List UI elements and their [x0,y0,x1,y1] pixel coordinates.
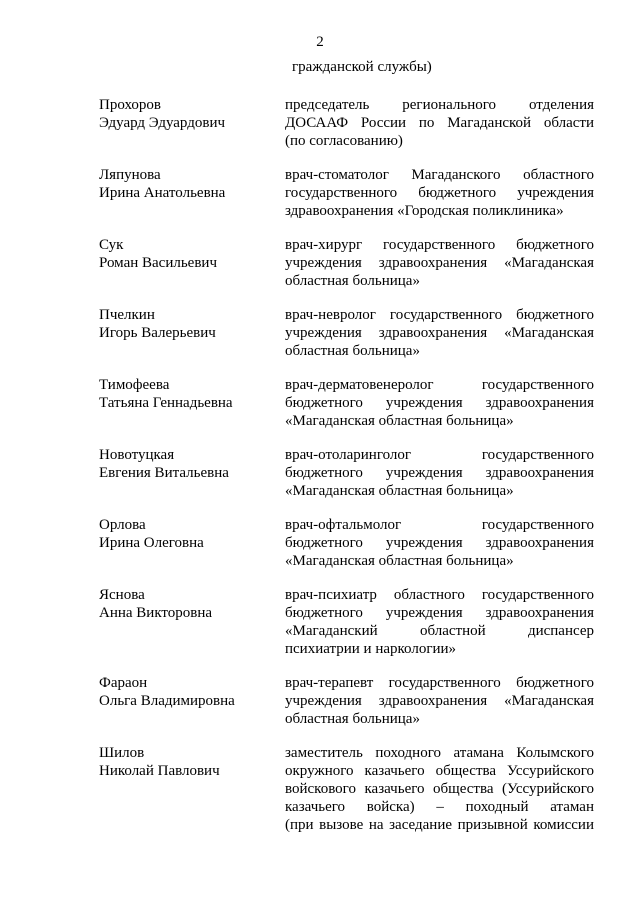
member-position [285,744,594,834]
member-position [285,446,594,500]
page-number: 2 [316,34,324,50]
member-surname: Новотуцкая [99,447,175,463]
position-line: ДОСААФ России по Магаданской области [285,115,594,131]
member-name [99,96,279,132]
member-surname: Пчелкин [99,307,155,323]
member-surname: Прохоров [99,97,161,113]
position-line: (при вызове на заседание призывной комиссии [285,817,594,833]
position-line: войскового казачьего общества (Уссурийского [285,781,594,797]
position-line: «Магаданский областной диспансер [285,623,594,639]
member-name [99,166,279,202]
position-line: врач-невролог государственного бюджетного [285,307,594,323]
member-position [285,516,594,570]
member-position [285,166,594,220]
member-name [99,744,279,780]
position-line: учреждения здравоохранения «Магаданская [285,325,594,341]
position-line: бюджетного учреждения здравоохранения [285,605,594,621]
position-line: врач-отоларинголог государственного [285,447,594,463]
continuation-line: гражданской службы) [292,59,432,75]
position-line: государственного бюджетного учреждения [285,185,594,201]
member-position [285,306,594,360]
position-line: психиатрии и наркологии» [285,641,457,657]
member-position [285,376,594,430]
position-line: областная больница» [285,343,420,359]
member-position [285,236,594,290]
member-surname: Ляпунова [99,167,161,183]
member-name [99,236,279,272]
member-given-names: Николай Павлович [99,763,220,779]
position-line: казачьего войска) – походный атаман [285,799,594,815]
position-line: учреждения здравоохранения «Магаданская [285,255,594,271]
member-surname: Шилов [99,745,145,761]
member-position [285,586,594,658]
member-name [99,306,279,342]
position-line: учреждения здравоохранения «Магаданская [285,693,594,709]
member-name [99,376,279,412]
member-given-names: Ирина Анатольевна [99,185,226,201]
position-line: «Магаданская областная больница» [285,413,514,429]
member-given-names: Роман Васильевич [99,255,217,271]
position-line: (по согласованию) [285,133,403,149]
member-surname: Орлова [99,517,146,533]
position-line: областная больница» [285,711,420,727]
position-line: заместитель походного атамана Колымского [285,745,594,761]
member-name [99,516,279,552]
position-line: врач-офтальмолог государственного [285,517,594,533]
member-given-names: Ольга Владимировна [99,693,235,709]
position-line: врач-дерматовенеролог государственного [285,377,594,393]
position-line: окружного казачьего общества Уссурийского [285,763,594,779]
position-line: бюджетного учреждения здравоохранения [285,395,594,411]
position-line: бюджетного учреждения здравоохранения [285,465,594,481]
position-line: бюджетного учреждения здравоохранения [285,535,594,551]
member-name [99,674,279,710]
member-surname: Яснова [99,587,145,603]
member-surname: Тимофеева [99,377,170,393]
member-name [99,586,279,622]
member-given-names: Евгения Витальевна [99,465,229,481]
position-line: «Магаданская областная больница» [285,483,514,499]
member-surname: Сук [99,237,124,253]
member-given-names: Ирина Олеговна [99,535,204,551]
member-name [99,446,279,482]
position-line: председатель регионального отделения [285,97,594,113]
member-surname: Фараон [99,675,148,691]
position-line: врач-терапевт государственного бюджетного [285,675,594,691]
position-line: врач-хирург государственного бюджетного [285,237,594,253]
member-given-names: Татьяна Геннадьевна [99,395,233,411]
member-given-names: Эдуард Эдуардович [99,115,226,131]
member-given-names: Игорь Валерьевич [99,325,216,341]
position-line: врач-стоматолог Магаданского областного [285,167,594,183]
position-line: областная больница» [285,273,420,289]
position-line: врач-психиатр областного государственного [285,587,594,603]
position-line: здравоохранения «Городская поликлиника» [285,203,564,219]
member-position [285,674,594,728]
position-line: «Магаданская областная больница» [285,553,514,569]
member-position [285,96,594,150]
member-given-names: Анна Викторовна [99,605,213,621]
